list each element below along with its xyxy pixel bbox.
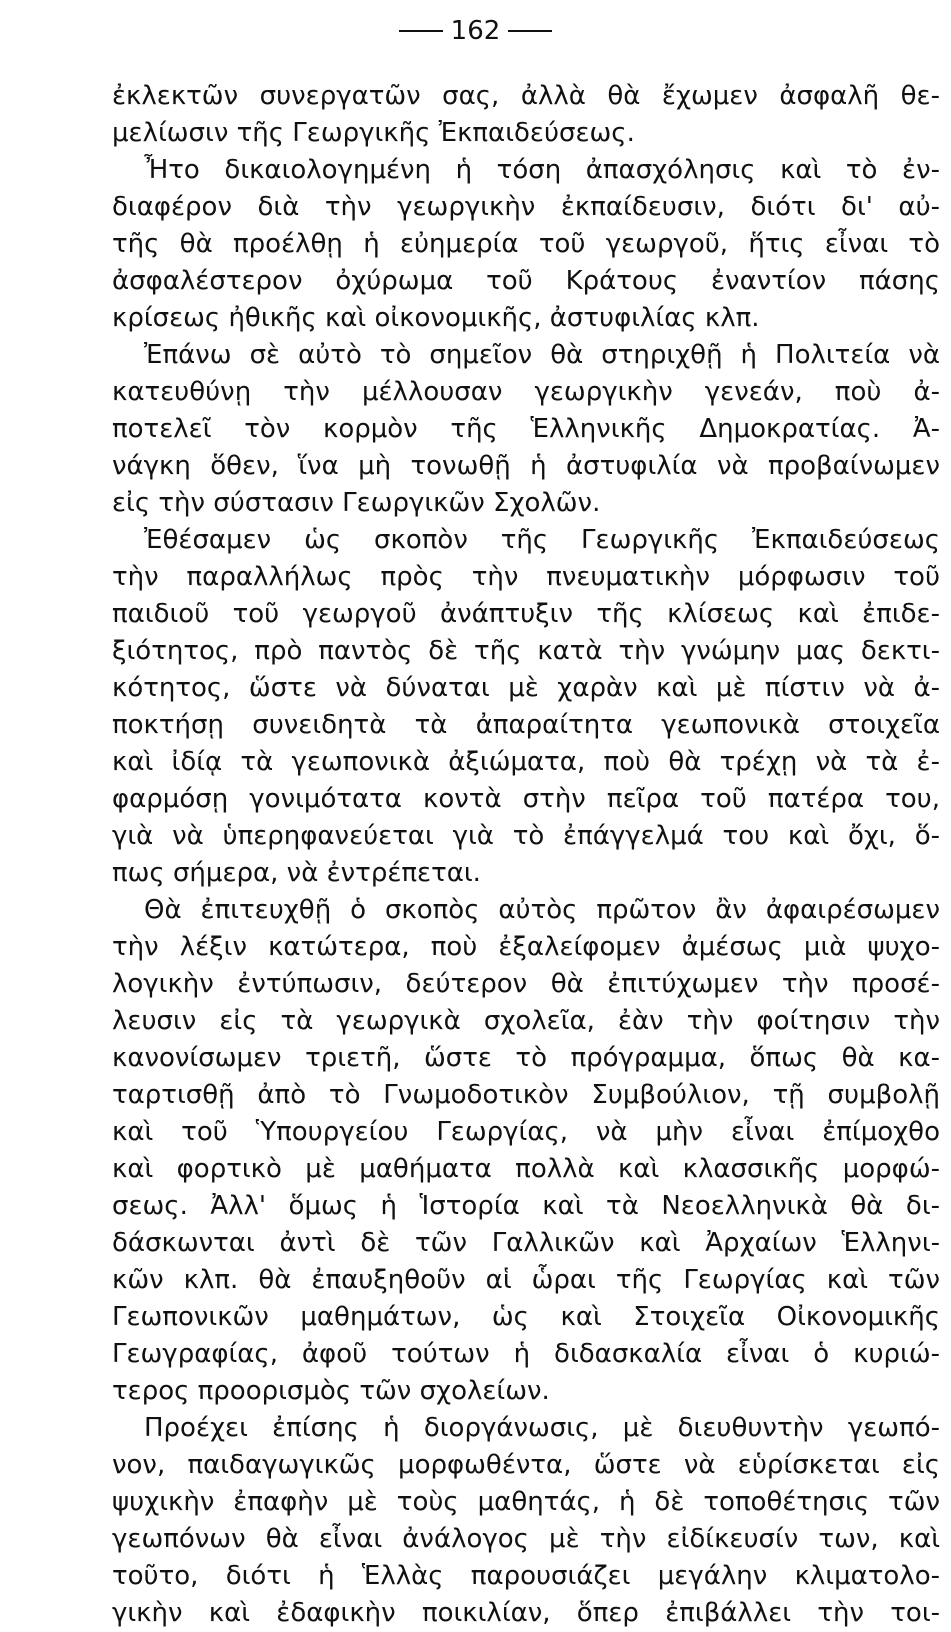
text-line: κρίσεως ἠθικῆς καὶ οἰκονομικῆς, ἀστυφιλίας κλπ.	[112, 303, 760, 333]
page-number: 162	[450, 16, 501, 46]
text-line: καὶ ἰδίᾳ τὰ γεωπονικὰ ἀξιώματα, ποὺ θὰ τρέχῃ νὰ τὰ ἐ-	[112, 747, 940, 777]
text-line: κανονίσωμεν τριετῆ, ὥστε τὸ πρόγραμμα, ὅπως θὰ κα-	[112, 1043, 940, 1073]
text-line: ἀσφαλέστερον ὀχύρωμα τοῦ Κράτους ἐναντίον πάσης	[112, 266, 940, 296]
right-rule	[508, 30, 552, 32]
text-line: παιδιοῦ τοῦ γεωργοῦ ἀνάπτυξιν τῆς κλίσεως καὶ ἐπιδε-	[112, 599, 940, 629]
text-line: ἐκλεκτῶν συνεργατῶν σας, ἀλλὰ θὰ ἔχωμεν ἀσφαλῆ θε-	[112, 81, 940, 111]
body-text	[112, 78, 940, 1632]
text-line: Γεωγραφίας, ἀφοῦ τούτων ἡ διδασκαλία εἶναι ὁ κυριώ-	[112, 1339, 940, 1369]
text-line: τερος προορισμὸς τῶν σχολείων.	[112, 1376, 550, 1406]
text-line: νον, παιδαγωγικῶς μορφωθέντα, ὥστε νὰ εὑρίσκεται εἰς	[112, 1450, 940, 1480]
text-line: ποκτήσῃ συνειδητὰ τὰ ἀπαραίτητα γεωπονικὰ στοιχεῖα	[112, 710, 940, 740]
page-header	[0, 16, 951, 46]
text-line: Γεωπονικῶν μαθημάτων, ὡς καὶ Στοιχεῖα Οἰκονομικῆς	[112, 1302, 940, 1332]
text-line: γικὴν καὶ ἐδαφικὴν ποικιλίαν, ὅπερ ἐπιβάλλει τὴν τοι-	[112, 1598, 940, 1628]
text-line: Θὰ ἐπιτευχθῇ ὁ σκοπὸς αὐτὸς πρῶτον ἂν ἀφαιρέσωμεν	[144, 895, 940, 925]
text-line: καὶ τοῦ Ὑπουργείου Γεωργίας, νὰ μὴν εἶναι ἐπίμοχθο	[112, 1117, 940, 1147]
text-line: τῆς θὰ προέλθῃ ἡ εὐημερία τοῦ γεωργοῦ, ἥτις εἶναι τὸ	[112, 229, 940, 259]
text-line: τοῦτο, διότι ἡ Ἑλλὰς παρουσιάζει μεγάλην κλιματολο-	[112, 1561, 940, 1591]
text-line: κατευθύνῃ τὴν μέλλουσαν γεωργικὴν γενεάν, ποὺ ἀ-	[112, 377, 940, 407]
text-line: διαφέρον διὰ τὴν γεωργικὴν ἐκπαίδευσιν, διότι δι' αὐ-	[112, 192, 940, 222]
text-line: φαρμόσῃ γονιμότατα κοντὰ στὴν πεῖρα τοῦ πατέρα του,	[112, 784, 940, 814]
text-line: σεως. Ἀλλ' ὅμως ἡ Ἱστορία καὶ τὰ Νεοελληνικὰ θὰ δι-	[112, 1191, 940, 1221]
text-line: καὶ φορτικὸ μὲ μαθήματα πολλὰ καὶ κλασσικῆς μορφώ-	[112, 1154, 940, 1184]
text-line: εἰς τὴν σύστασιν Γεωργικῶν Σχολῶν.	[112, 488, 601, 518]
text-line: κότητος, ὥστε νὰ δύναται μὲ χαρὰν καὶ μὲ πίστιν νὰ ἀ-	[112, 673, 940, 703]
text-line: δάσκωνται ἀντὶ δὲ τῶν Γαλλικῶν καὶ Ἀρχαίων Ἑλληνι-	[112, 1228, 940, 1258]
text-line: μελίωσιν τῆς Γεωργικῆς Ἐκπαιδεύσεως.	[112, 118, 635, 148]
text-line: νάγκη ὅθεν, ἵνα μὴ τονωθῇ ἡ ἀστυφιλία νὰ προβαίνωμεν	[112, 451, 940, 481]
text-line: Ἐπάνω σὲ αὐτὸ τὸ σημεῖον θὰ στηριχθῇ ἡ Πολιτεία νὰ	[144, 340, 940, 370]
text-line: λευσιν εἰς τὰ γεωργικὰ σχολεῖα, ἐὰν τὴν φοίτησιν τὴν	[112, 1006, 940, 1036]
text-line: ξιότητος, πρὸ παντὸς δὲ τῆς κατὰ τὴν γνώμην μας δεκτι-	[112, 636, 940, 666]
text-line: τὴν παραλλήλως πρὸς τὴν πνευματικὴν μόρφωσιν τοῦ	[112, 562, 940, 592]
text-line: Ἐθέσαμεν ὡς σκοπὸν τῆς Γεωργικῆς Ἐκπαιδεύσεως	[144, 525, 940, 555]
text-line: λογικὴν ἐντύπωσιν, δεύτερον θὰ ἐπιτύχωμεν τὴν προσέ-	[112, 969, 940, 999]
text-line: ψυχικὴν ἐπαφὴν μὲ τοὺς μαθητάς, ἡ δὲ τοποθέτησις τῶν	[112, 1487, 940, 1517]
left-rule	[399, 30, 443, 32]
text-line: κῶν κλπ. θὰ ἐπαυξηθοῦν αἱ ὧραι τῆς Γεωργίας καὶ τῶν	[112, 1265, 940, 1295]
text-line: γιὰ νὰ ὑπερηφανεύεται γιὰ τὸ ἐπάγγελμά του καὶ ὄχι, ὅ-	[112, 821, 940, 851]
text-line: τὴν λέξιν κατώτερα, ποὺ ἐξαλείφομεν ἀμέσως μιὰ ψυχο-	[112, 932, 940, 962]
text-line: γεωπόνων θὰ εἶναι ἀνάλογος μὲ τὴν εἰδίκευσίν των, καὶ	[112, 1524, 940, 1554]
text-line: Προέχει ἐπίσης ἡ διοργάνωσις, μὲ διευθυντὴν γεωπό-	[144, 1413, 940, 1443]
text-line: Ἦτο δικαιολογημένη ἡ τόση ἀπασχόλησις καὶ τὸ ἐν-	[144, 155, 940, 185]
text-line: πως σήμερα, νὰ ἐντρέπεται.	[112, 858, 481, 888]
text-line: ταρτισθῇ ἀπὸ τὸ Γνωμοδοτικὸν Συμβούλιον, τῇ συμβολῇ	[112, 1080, 940, 1110]
text-line: ποτελεῖ τὸν κορμὸν τῆς Ἑλληνικῆς Δημοκρατίας. Ἀ-	[112, 414, 940, 444]
